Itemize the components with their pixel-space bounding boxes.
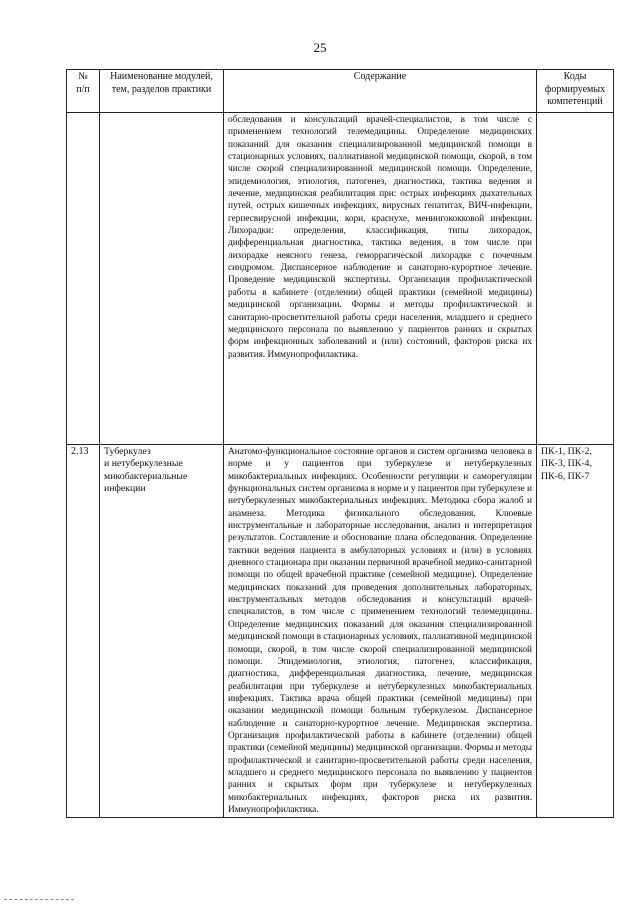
row-num: 2.13 [67,445,100,818]
row-codes: ПК-1, ПК-2, ПК-3, ПК-4, ПК-6, ПК-7 [537,445,614,818]
header-num: № п/п [67,70,100,113]
table-row [67,445,614,818]
row-name [100,113,224,445]
row-codes [537,113,614,445]
row-content: Анатомо-функциональное состояние органов и систем организма человека в норме и у пациентов при туберкулезе и нетуберкулезных микобактериальных инфекциях. Особенности регуляции и саморегуляции функциональных систем организма в норме и у пациентов при туберкулезе и нетуберкулезных микобактериальных инфекциях. Методика сбора жалоб и анамнеза. Методика физикального обследования. Клюевые инструментальные и лабораторные исследования, анализ и интерпретация результатов. Составление и обоснование плана обследования. Определение тактики ведения пациента в амбулаторных условиях и (или) в условиях дневного стационара при оказании первичной врачебной медико-санитарной помощи по общей врачебной практике (семейной медицине). Определение медицинских показаний для проведения дополнительных лабораторных, инструментальных методов обследования и консультаций врачей-специалистов, в том числе с применением технологий телемедицины. Определение медицинских показаний для оказания специализированной медицинской помощи в стационарных условиях, паллиативной медицинской помощи, скорой, в том числе скорой специализированной медицинской помощи. Эпидемиология, этиология, патогенез, классификация, диагностика, дифференциальная диагностика, лечение, медицинская реабилитация при туберкулезе и нетуберкулезных микобактериальных инфекциях. Тактика врача общей практики (семейной медицины) при оказании медицинской помощи больным туберкулезом. Диспансерное наблюдение и санаторно-курортное лечение. Медицинская экспертиза. Организация профилактической работы в кабинете (отделении) общей практики (семейной медицины) медицинской организации. Формы и методы профилактической и санитарно-просветительной работы среди населения, младшего и среднего медицинского персонала по выявлению у пациентов ранних и скрытых форм при туберкулезе и нетуберкулезных микобактериальных инфекциях, факторов риска их развития. Иммунопрофилактика. [224,445,537,818]
header-codes: Коды формируемых компетенций [537,70,614,113]
row-num [67,113,100,445]
header-content: Содержание [224,70,537,113]
row-content: обследования и консультаций врачей-специалистов, в том числе с применением технологий телемедицины. Определение медицинских показаний для оказания специализированной медицинской помощи в стационарных условиях, паллиативной медицинской помощи, скорой, в том числе скорой специализированной медицинской помощи. Определение, эпидемиология, этиология, патогенез, диагностика, тактика ведения и лечение, медицинская реабилитация при: острых инфекциях дыхательных путей, острых кишечных инфекциях, вирусных гепатитах, ВИЧ-инфекции, герпесвирусной инфекции, кори, краснухе, менингококковой инфекции. Лихорадки: определения, классификация, типы лихорадок, дифференциальная диагностика, тактика ведения, в том числе при лихорадке неясного генеза, геморрагической лихорадке с почечным синдромом. Диспансерное наблюдение и санаторно-курортное лечение. Проведение медицинской экспертизы. Организация профилактической работы в кабинете (отделении) общей практики (семейной медицины) медицинской организации. Формы и методы профилактической и санитарно-просветительной работы среди населения, младшего и среднего медицинского персонала по выявлению у пациентов ранних и скрытых форм инфекционных заболеваний и (или) состояний, факторов риска их развития. Иммунопрофилактика. [224,113,537,445]
practice-modules-table [66,69,614,818]
scan-edge-mark [4,899,74,901]
page-number: 25 [313,40,327,55]
header-name: Наименование модулей, тем, разделов практики [100,70,224,113]
table-row [67,113,614,445]
row-name: Туберкулез и нетуберкулезные микобактериальные инфекции [100,445,224,818]
table-header-row [67,70,614,113]
